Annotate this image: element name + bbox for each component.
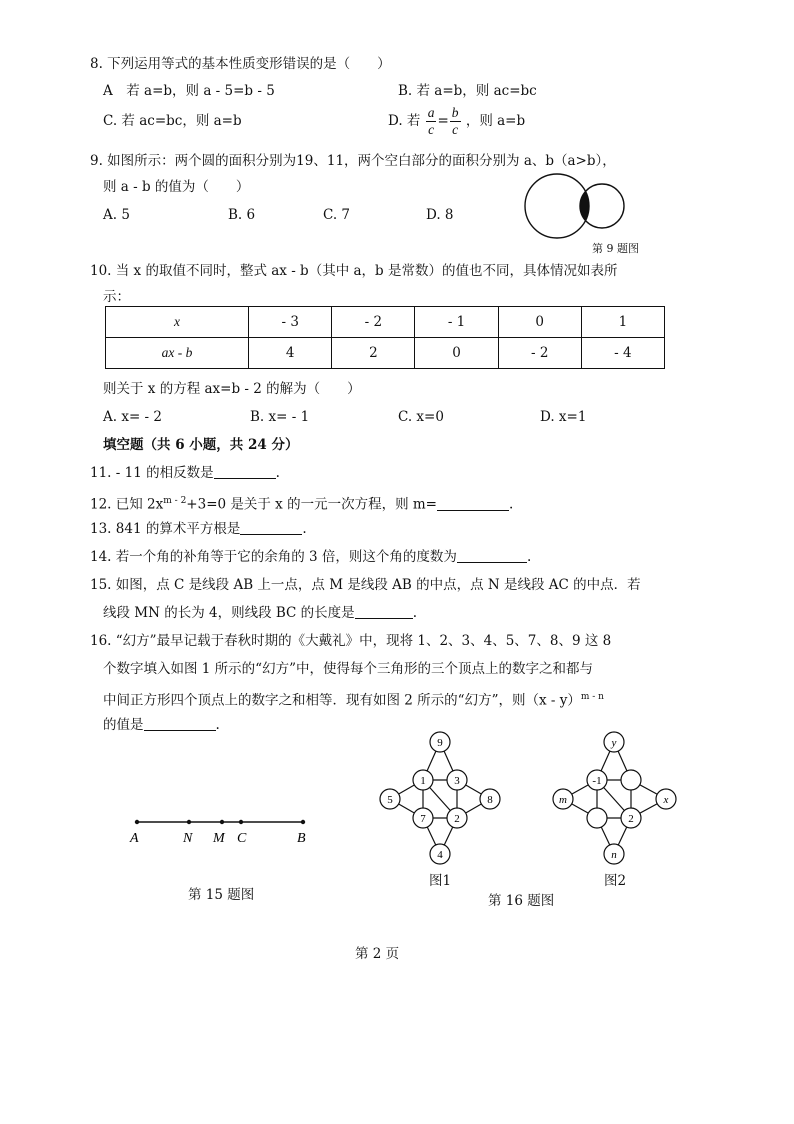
q9-option-b: B. 6 — [228, 207, 256, 223]
q15-line2: 线段 MN 的长为 4，则线段 BC 的长度是 . — [103, 605, 417, 621]
q16-figure-2 — [550, 730, 680, 870]
table-cell: 0 — [498, 307, 581, 338]
point-m — [220, 820, 224, 824]
label-n: N — [183, 831, 193, 846]
fig1-value-right: 8 — [487, 794, 493, 806]
q15-answer-blank[interactable] — [355, 604, 413, 619]
table-cell: - 1 — [415, 307, 498, 338]
fig1-value-bottom: 4 — [437, 849, 443, 861]
q13-answer-blank[interactable] — [240, 520, 302, 535]
point-n — [187, 820, 191, 824]
table-header-expression: ax - b — [106, 338, 249, 369]
q10-stem-line2: 示： — [103, 289, 130, 305]
q8-option-d: D. 若 $\frac{a}{c}$ = $\frac{b}{c}$ ，则 a=b — [388, 105, 526, 137]
fig2-node-bottom-left — [587, 808, 607, 828]
q16-answer-blank[interactable] — [144, 716, 216, 731]
section-heading: 填空题（共 6 小题，共 24 分） — [103, 437, 299, 453]
point-b — [301, 820, 305, 824]
q9-venn-figure — [520, 170, 630, 242]
table-row — [106, 307, 665, 338]
q8-d-suffix: ，则 a=b — [465, 113, 526, 129]
table-cell: 0 — [415, 338, 498, 369]
fig2-value-bottom-right: 2 — [628, 813, 634, 825]
q8-option-c: C. 若 ac=bc，则 a=b — [103, 113, 242, 129]
q10-ask: 则关于 x 的方程 ax=b - 2 的解为（ ） — [103, 381, 361, 397]
fig2-value-bottom: n — [611, 849, 617, 861]
fig1-value-left: 5 — [387, 794, 393, 806]
table-row — [106, 338, 665, 369]
q10-option-c: C. x=0 — [398, 409, 444, 425]
q12-answer-blank[interactable] — [437, 496, 509, 511]
q16-line3: 中间正方形四个顶点上的数字之和相等．现有如图 2 所示的“幻方”，则（x - y）$^{m - n}$ — [103, 692, 604, 709]
label-c: C — [237, 831, 247, 846]
table-cell: 2 — [332, 338, 415, 369]
q10-option-a: A. x= - 2 — [103, 409, 162, 425]
label-a: A — [130, 831, 139, 846]
q9-stem-line1: 9. 如图所示：两个圆的面积分别为19、11，两个空白部分的面积分别为 a、b（a>b）， — [90, 153, 616, 169]
table-cell: - 2 — [332, 307, 415, 338]
q11-answer-blank[interactable] — [214, 464, 276, 479]
page-number: 第 2 页 — [355, 946, 400, 962]
q8-option-a: A 若 a=b，则 a - 5=b - 5 — [103, 83, 275, 99]
table-cell: - 3 — [249, 307, 332, 338]
q16-line1: 16. “幻方”最早记载于春秋时期的《大戴礼》中，现将 1、2、3、4、5、7、8、9 这 8 — [90, 633, 612, 649]
q9-caption: 第 9 题图 — [592, 242, 639, 255]
label-b: B — [297, 831, 306, 846]
fig2-value-top-left: -1 — [592, 775, 602, 787]
fig1-value-top: 9 — [437, 737, 443, 749]
fig2-node-top-right — [621, 770, 641, 790]
q13: 13. 841 的算术平方根是 . — [90, 521, 307, 537]
fig2-value-left: m — [559, 794, 567, 806]
q14: 14. 若一个角的补角等于它的余角的 3 倍，则这个角的度数为 . — [90, 549, 532, 565]
q16-fig1-label: 图1 — [429, 873, 452, 889]
q16-figure-1 — [378, 730, 503, 870]
q10-stem-line1: 10. 当 x 的取值不同时，整式 ax - b（其中 a，b 是常数）的值也不同，具体情况如表所 — [90, 263, 618, 279]
q15-line1: 15. 如图，点 C 是线段 AB 上一点，点 M 是线段 AB 的中点，点 N 是线段 AC 的中点．若 — [90, 577, 641, 593]
q9-option-c: C. 7 — [323, 207, 351, 223]
q9-option-d: D. 8 — [426, 207, 454, 223]
q15-segment-figure — [125, 812, 320, 848]
q9-option-a: A. 5 — [103, 207, 130, 223]
fig1-value-top-left: 1 — [420, 775, 426, 787]
fig1-value-top-right: 3 — [454, 775, 460, 787]
point-a — [135, 820, 139, 824]
q10-option-b: B. x= - 1 — [250, 409, 310, 425]
label-m: M — [213, 831, 225, 846]
table-cell: - 4 — [581, 338, 664, 369]
q16-line2: 个数字填入如图 1 所示的“幻方”中，使得每个三角形的三个顶点上的数字之和都与 — [103, 661, 593, 677]
q16-fig2-label: 图2 — [604, 873, 627, 889]
table-cell: 4 — [249, 338, 332, 369]
q10-option-d: D. x=1 — [540, 409, 587, 425]
fig2-value-right: x — [663, 794, 669, 806]
point-c — [239, 820, 243, 824]
fig1-value-bottom-right: 2 — [454, 813, 460, 825]
q14-answer-blank[interactable] — [457, 548, 527, 563]
q8-d-fraction-left: $\frac{a}{c}$ — [427, 105, 435, 137]
q8-stem: 8. 下列运用等式的基本性质变形错误的是（ ） — [90, 56, 391, 72]
table-cell: 1 — [581, 307, 664, 338]
q8-option-b: B. 若 a=b，则 ac=bc — [398, 83, 537, 99]
table-header-x: x — [106, 307, 249, 338]
q10-value-table — [105, 306, 665, 369]
fig2-value-top: y — [611, 737, 617, 749]
fig1-value-bottom-left: 7 — [420, 813, 426, 825]
q8-d-prefix: D. 若 — [388, 113, 421, 129]
q11: 11. - 11 的相反数是 . — [90, 465, 280, 481]
q15-caption: 第 15 题图 — [188, 887, 255, 903]
q9-stem-line2: 则 a - b 的值为（ ） — [103, 179, 250, 195]
q16-line4: 的值是 . — [103, 717, 220, 733]
table-cell: - 2 — [498, 338, 581, 369]
q12: 12. 已知 $2x^{m - 2}+3=0$ 是关于 x 的一元一次方程，则 m= . — [90, 496, 514, 513]
q16-caption: 第 16 题图 — [488, 893, 555, 909]
q8-d-fraction-right: $\frac{b}{c}$ — [451, 105, 459, 137]
